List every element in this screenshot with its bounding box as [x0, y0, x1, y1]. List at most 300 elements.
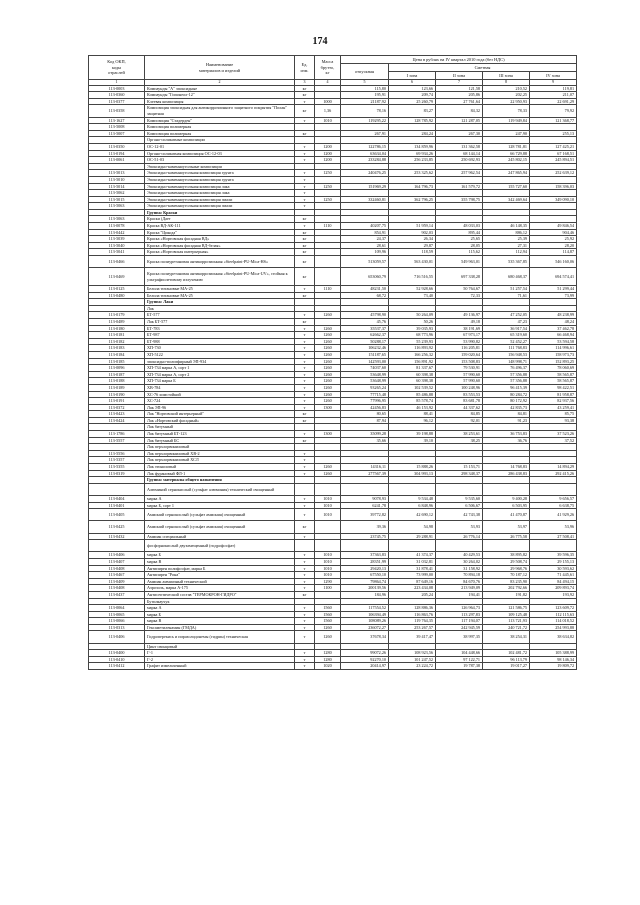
zone-2-price-cell: 38 191,69 [436, 325, 483, 332]
wholesale-price-cell: 39772,82 [341, 509, 389, 521]
okp-code-cell: 113-0407 [89, 558, 145, 565]
zone-1-price-cell: 25 260,79 [389, 98, 436, 105]
zone-1-price-cell: 96,12 [389, 417, 436, 424]
zone-1-price-cell: 108 923,56 [389, 650, 436, 657]
okp-code-cell: 113-0125 [89, 286, 145, 293]
material-name-cell: Лак [145, 305, 295, 312]
material-name-cell: Лак "Нортовский интерьерный" [145, 411, 295, 418]
zone-3-price-cell: 202,25 [483, 92, 530, 99]
unit-cell: т [295, 656, 315, 663]
material-name-cell: Краска «Нортовская фасадная ВД-белая» [145, 242, 295, 249]
zone-1-price-cell: 69 934,26 [389, 150, 436, 157]
zone-1-price-cell [389, 209, 436, 216]
zone-4-price-cell: 93,38 [530, 417, 577, 424]
zone-1-price-cell: 42 690,12 [389, 509, 436, 521]
material-name-cell: БТ-783 [145, 325, 295, 332]
zone-3-price-cell: 52 452,27 [483, 338, 530, 345]
zone-3-price-cell: 121 586,75 [483, 605, 530, 612]
zone-4-price-cell: 158 396,03 [530, 183, 577, 190]
zone-3-price-cell: 25,39 [483, 236, 530, 243]
wholesale-price-cell: 195,91 [341, 92, 389, 99]
zone-4-price-cell: 78 060,69 [530, 365, 577, 372]
okp-code-cell [89, 540, 145, 552]
material-name-cell: Краска полиуретановая антикоррозионная «Steelpaint-PU-Mica-UV», стойкая к ультрафиолетовому излучению [145, 268, 295, 286]
zone-1-price-cell: 73,40 [389, 292, 436, 299]
zone-4-price-cell: 27 508,41 [530, 533, 577, 540]
zone-4-price-cell [530, 124, 577, 131]
zone-2-price-cell: 97 122,71 [436, 656, 483, 663]
zone-2-price-cell: 27 761,64 [436, 98, 483, 105]
material-name-cell: марка Б, сорт 1 [145, 502, 295, 509]
zone-1-price-cell: 39,10 [389, 437, 436, 444]
table-row [89, 137, 577, 144]
table-row [89, 163, 577, 170]
material-name-cell: Лак битумный БТ-123 [145, 431, 295, 438]
okp-code-cell: 113-0096 [89, 365, 145, 372]
unit-cell [295, 540, 315, 552]
wholesale-price-cell: 23745,75 [341, 533, 389, 540]
zone-4-price-cell: 43 259,41 [530, 404, 577, 411]
okp-code-cell: 113-0003 [89, 85, 145, 92]
zone-2-price-cell: 49,18 [436, 318, 483, 325]
wholesale-price-cell [341, 540, 389, 552]
zone-4-price-cell [530, 216, 577, 223]
okp-code-cell [89, 477, 145, 484]
material-name-cell: Алюминий сернокислый (сульфат алюминия) технический очищенный [145, 483, 295, 495]
zone-2-price-cell: 159 020,64 [436, 351, 483, 358]
zone-3-price-cell: 80 172,92 [483, 398, 530, 405]
zone-1-price-cell [389, 477, 436, 484]
zone-1-price-cell: 253 267,57 [389, 624, 436, 631]
unit-cell: т [295, 585, 315, 592]
wholesale-price-cell [341, 124, 389, 131]
wholesale-price-cell [341, 299, 389, 306]
table-row [89, 176, 577, 183]
okp-code-cell: 113-0181 [89, 332, 145, 339]
okp-code-cell: 113-0191 [89, 398, 145, 405]
unit-cell: т [295, 384, 315, 391]
zone-1-price-cell [389, 176, 436, 183]
zone-2-price-cell: 49 136,97 [436, 312, 483, 319]
mass-cell [315, 256, 341, 268]
zone-2-price-cell: 6 506,67 [436, 502, 483, 509]
zone-4-price-cell [530, 457, 577, 464]
table-row [89, 650, 577, 657]
zone-3-price-cell [483, 190, 530, 197]
unit-cell: т [295, 496, 315, 503]
zone-4-price-cell: 58 565,87 [530, 371, 577, 378]
zone-4-price-cell [530, 190, 577, 197]
page-number: 174 [312, 36, 328, 47]
header-zone-4: IV зона [530, 72, 577, 80]
mass-cell: 1260 [315, 378, 341, 385]
wholesale-price-cell [341, 163, 389, 170]
material-name-cell: Группа: материалы общего назначения [145, 477, 295, 484]
wholesale-price-cell: 35099,28 [341, 431, 389, 438]
zone-3-price-cell: 78,33 [483, 105, 530, 117]
unit-cell: кг [295, 130, 315, 137]
zone-1-price-cell: 39 417,47 [389, 631, 436, 643]
zone-3-price-cell [483, 163, 530, 170]
okp-code-cell: 113-0358 [89, 105, 145, 117]
zone-2-price-cell: 194,41 [436, 591, 483, 598]
zone-3-price-cell: 47 252,05 [483, 312, 530, 319]
okp-code-cell [89, 163, 145, 170]
unit-cell: т [295, 312, 315, 319]
unit-cell: т [295, 470, 315, 477]
header-zone-1: I зона [389, 72, 436, 80]
okp-code-cell: 113-0469 [89, 268, 145, 286]
zone-1-price-cell: 87 649,16 [389, 578, 436, 585]
wholesale-price-cell [341, 190, 389, 197]
material-name-cell: марка А [145, 605, 295, 612]
material-name-cell: Аммиак аммиачный технический [145, 578, 295, 585]
zone-3-price-cell [483, 203, 530, 210]
zone-2-price-cell [436, 483, 483, 495]
wholesale-price-cell [341, 137, 389, 144]
table-row [89, 190, 577, 197]
header-name: Наименование материалов и изделий [145, 56, 295, 80]
unit-cell: т [295, 404, 315, 411]
zone-3-price-cell: 148 998,71 [483, 358, 530, 365]
okp-code-cell: 113-0400 [89, 650, 145, 657]
zone-3-price-cell: 109 125,48 [483, 611, 530, 618]
wholesale-price-cell: 53648,99 [341, 378, 389, 385]
zone-1-price-cell [389, 540, 436, 552]
unit-cell [295, 643, 315, 650]
zone-2-price-cell: 100 248,96 [436, 384, 483, 391]
wholesale-price-cell: 87,94 [341, 417, 389, 424]
table-row [89, 558, 577, 565]
wholesale-price-cell: 151187,65 [341, 351, 389, 358]
zone-3-price-cell [483, 176, 530, 183]
wholesale-price-cell: 92270,10 [341, 656, 389, 663]
zone-4-price-cell: 252 639,12 [530, 170, 577, 177]
material-name-cell: марка Б [145, 552, 295, 559]
header-unit: Ед. изм. [295, 56, 315, 80]
mass-cell: 1290 [315, 578, 341, 585]
zone-4-price-cell [530, 176, 577, 183]
material-name-cell: Лак битумный [145, 424, 295, 431]
wholesale-price-cell [341, 477, 389, 484]
unit-cell: кг [295, 242, 315, 249]
wholesale-price-cell: 45798,90 [341, 312, 389, 319]
wholesale-price-cell: 267,91 [341, 130, 389, 137]
table-row [89, 203, 577, 210]
wholesale-price-cell: 37678,34 [341, 631, 389, 643]
unit-cell: т [295, 157, 315, 164]
zone-3-price-cell: 51 257,54 [483, 286, 530, 293]
table-row [89, 521, 577, 533]
mass-cell: 1560 [315, 618, 341, 625]
zone-2-price-cell: 70 894,18 [436, 572, 483, 579]
zone-3-price-cell [483, 457, 530, 464]
zone-2-price-cell: 57 990,60 [436, 371, 483, 378]
table-row [89, 170, 577, 177]
zone-2-price-cell [436, 450, 483, 457]
material-name-cell: ХП-734 марка Б [145, 378, 295, 385]
unit-cell [295, 598, 315, 605]
wholesale-price-cell: 93265,24 [341, 384, 389, 391]
unit-cell: кг [295, 591, 315, 598]
table-row [89, 85, 577, 92]
zone-4-price-cell: 98 422,51 [530, 384, 577, 391]
wholesale-price-cell: 78,16 [341, 105, 389, 117]
zone-3-price-cell: 71,61 [483, 292, 530, 299]
material-name-cell: Эпоксидно-каменноугольная композиция эмали [145, 196, 295, 203]
zone-3-price-cell: 112,94 [483, 249, 530, 256]
material-name-cell: Лак перхлорвиниловый [145, 444, 295, 451]
zone-3-price-cell: 191,82 [483, 591, 530, 598]
wholesale-price-cell: 108089,26 [341, 618, 389, 625]
unit-cell: т [295, 358, 315, 365]
table-row [89, 391, 577, 398]
table-row [89, 196, 577, 203]
material-name-cell: Эпоксидно-каменноугольная композиция лака [145, 190, 295, 197]
zone-2-price-cell: 84,85 [436, 411, 483, 418]
wholesale-price-cell [341, 424, 389, 431]
zone-3-price-cell: 96 113,79 [483, 656, 530, 663]
zone-2-price-cell: 40 429,53 [436, 552, 483, 559]
okp-code-cell: 113-5062 [89, 190, 145, 197]
material-name-cell: Клеевая композиция [145, 98, 295, 105]
zone-4-price-cell: 37 523,26 [530, 431, 577, 438]
okp-code-cell: 113-0065 [89, 611, 145, 618]
zone-3-price-cell [483, 598, 530, 605]
column-number: 4 [315, 80, 341, 86]
mass-cell [315, 417, 341, 424]
zone-1-price-cell: 563 430,01 [389, 256, 436, 268]
mass-cell: 1020 [315, 663, 341, 670]
material-name-cell: Белила титановые МА-25 [145, 292, 295, 299]
table-body [89, 85, 577, 669]
unit-cell: т [295, 176, 315, 183]
mass-cell [315, 176, 341, 183]
material-name-cell: Эпоксидно-каменноугольная композиция грунта [145, 176, 295, 183]
zone-3-price-cell: 96 415,39 [483, 384, 530, 391]
unit-cell [295, 444, 315, 451]
zone-2-price-cell: 19 787,38 [436, 663, 483, 670]
zone-4-price-cell: 67 168,51 [530, 150, 577, 157]
mass-cell [315, 299, 341, 306]
zone-3-price-cell: 36,76 [483, 437, 530, 444]
zone-1-price-cell: 253 325,62 [389, 170, 436, 177]
zone-2-price-cell: 213 949,09 [436, 585, 483, 592]
material-name-cell: Краска полиуретановая антикоррозионная «Steelpaint-PU-Mica-HS» [145, 256, 295, 268]
zone-3-price-cell: 65 319,60 [483, 332, 530, 339]
zone-1-price-cell: 123,66 [389, 85, 436, 92]
mass-cell: 1260 [315, 365, 341, 372]
okp-code-cell: 113-5010 [89, 176, 145, 183]
material-name-cell: ОС-12-01 [145, 143, 295, 150]
zone-2-price-cell: 104 448,66 [436, 650, 483, 657]
okp-code-cell: 113-0350 [89, 143, 145, 150]
zone-2-price-cell: 121 287,05 [436, 117, 483, 124]
zone-1-price-cell: 52 928,66 [389, 286, 436, 293]
mass-cell: 1250 [315, 170, 341, 177]
zone-4-price-cell: 211,07 [530, 92, 577, 99]
okp-code-cell: 113-0408 [89, 585, 145, 592]
mass-cell: 1260 [315, 338, 341, 345]
zone-4-price-cell: 66 468,94 [530, 332, 577, 339]
material-name-cell: Г-2 [145, 656, 295, 663]
okp-code-cell: 113-0183 [89, 345, 145, 352]
material-name-cell: ХП-734 марка А, сорт 1 [145, 365, 295, 372]
mass-cell: 1260 [315, 384, 341, 391]
mass-cell: 1280 [315, 650, 341, 657]
zone-2-price-cell [436, 305, 483, 312]
zone-1-price-cell: 88,41 [389, 411, 436, 418]
unit-cell: т [295, 663, 315, 670]
mass-cell [315, 92, 341, 99]
zone-3-price-cell: 29 968,76 [483, 565, 530, 572]
zone-4-price-cell [530, 483, 577, 495]
unit-cell: т [295, 170, 315, 177]
zone-1-price-cell: 39 198,88 [389, 431, 436, 438]
zone-1-price-cell: 223 434,08 [389, 585, 436, 592]
material-name-cell: Графит измельченный [145, 663, 295, 670]
mass-cell: 1200 [315, 143, 341, 150]
zone-2-price-cell: 28,05 [436, 242, 483, 249]
wholesale-price-cell: 109,96 [341, 249, 389, 256]
wholesale-price-cell: 122786,15 [341, 143, 389, 150]
material-name-cell: Лак этиноловый [145, 464, 295, 471]
okp-code-cell: 113-0480 [89, 292, 145, 299]
okp-code-cell: 113-0372 [89, 404, 145, 411]
zone-2-price-cell: 697 338,28 [436, 268, 483, 286]
okp-code-cell: 113-0406 [89, 552, 145, 559]
material-name-cell: ХС-76 химстойкий [145, 391, 295, 398]
okp-code-cell [89, 305, 145, 312]
material-name-cell: Гидроперекись и пиразолидонемы (гидрин) техническая [145, 631, 295, 643]
zone-3-price-cell: 535 367,85 [483, 256, 530, 268]
zone-4-price-cell: 105 388,99 [530, 650, 577, 657]
unit-cell: кг [295, 85, 315, 92]
zone-2-price-cell: 355 798,75 [436, 196, 483, 203]
okp-code-cell: 113-0190 [89, 391, 145, 398]
zone-4-price-cell [530, 540, 577, 552]
zone-4-price-cell: 112 115,63 [530, 611, 577, 618]
zone-2-price-cell: 67 973,17 [436, 332, 483, 339]
okp-code-cell [89, 483, 145, 495]
okp-code-cell [89, 643, 145, 650]
zone-1-price-cell: 716 516,55 [389, 268, 436, 286]
mass-cell [315, 236, 341, 243]
material-name-cell: Лак перхлорвиниловый ХСЛ [145, 457, 295, 464]
material-name-cell: Компаунды "А" эпоксидные [145, 85, 295, 92]
zone-2-price-cell: 117 194,07 [436, 618, 483, 625]
zone-2-price-cell: 116 205,81 [436, 345, 483, 352]
mass-cell [315, 124, 341, 131]
okp-code-cell: 113-0194 [89, 150, 145, 157]
mass-cell: 1010 [315, 565, 341, 572]
okp-code-cell: 113-5015 [89, 196, 145, 203]
unit-cell: т [295, 332, 315, 339]
zone-1-price-cell: 55 239,93 [389, 338, 436, 345]
unit-cell: кг [295, 318, 315, 325]
unit-cell: т [295, 509, 315, 521]
mass-cell: 1250 [315, 183, 341, 190]
okp-code-cell: 113-0412 [89, 663, 145, 670]
zone-4-price-cell: 6 638,75 [530, 502, 577, 509]
unit-cell: кг [295, 236, 315, 243]
mass-cell: 1010 [315, 552, 341, 559]
zone-4-price-cell: 292 415,26 [530, 470, 577, 477]
material-name-cell: марка А [145, 496, 295, 503]
column-number: 7 [436, 80, 483, 86]
unit-cell: кг [295, 521, 315, 533]
table-row [89, 229, 577, 236]
table-row [89, 150, 577, 157]
wholesale-price-cell: 80,65 [341, 411, 389, 418]
mass-cell [315, 292, 341, 299]
unit-cell: т [295, 565, 315, 572]
zone-1-price-cell [389, 598, 436, 605]
zone-3-price-cell: 83 235,90 [483, 578, 530, 585]
unit-cell: т [295, 203, 315, 210]
zone-2-price-cell [436, 163, 483, 170]
zone-2-price-cell: 15 153,71 [436, 464, 483, 471]
zone-3-price-cell [483, 483, 530, 495]
zone-3-price-cell: 245 802,15 [483, 157, 530, 164]
okp-code-cell: 113-5063 [89, 216, 145, 223]
mass-cell [315, 477, 341, 484]
zone-4-price-cell: 81 958,87 [530, 391, 577, 398]
unit-cell: т [295, 558, 315, 565]
zone-4-price-cell: 209 893,74 [530, 585, 577, 592]
mass-cell: 1260 [315, 398, 341, 405]
table-row [89, 268, 577, 286]
unit-cell: кг [295, 92, 315, 99]
wholesale-price-cell: 151969,29 [341, 183, 389, 190]
material-name-cell: Краска «Нортовская интерьерная» [145, 249, 295, 256]
table-row [89, 444, 577, 451]
zone-1-price-cell: 156 891,92 [389, 358, 436, 365]
table-row [89, 411, 577, 418]
zone-2-price-cell: 549 963,01 [436, 256, 483, 268]
mass-cell: 1110 [315, 223, 341, 230]
zone-1-price-cell [389, 305, 436, 312]
zone-4-price-cell: 158 973,73 [530, 351, 577, 358]
mass-cell: 1280 [315, 656, 341, 663]
zone-2-price-cell: 83 681,78 [436, 398, 483, 405]
wholesale-price-cell: 233284,88 [341, 157, 389, 164]
table-row [89, 417, 577, 424]
table-row [89, 611, 577, 618]
wholesale-price-cell: 106394,49 [341, 611, 389, 618]
zone-4-price-cell [530, 163, 577, 170]
okp-code-cell: 113-0188 [89, 378, 145, 385]
material-name-cell: Краска ВД-АК-111 [145, 223, 295, 230]
okp-code-cell: 113-5557 [89, 437, 145, 444]
material-name-cell: Композиция эпоксидная для антикоррозионного защитного покрытия "Полан" защитная [145, 105, 295, 117]
zone-1-price-cell [389, 483, 436, 495]
zone-1-price-cell [389, 457, 436, 464]
zone-1-price-cell: 29 288,91 [389, 533, 436, 540]
material-name-cell: Композиция полимерная [145, 130, 295, 137]
table-row [89, 509, 577, 521]
zone-1-price-cell: 68 773,96 [389, 332, 436, 339]
material-name-cell: Группа: Краски [145, 209, 295, 216]
zone-1-price-cell: 26,34 [389, 236, 436, 243]
table-row [89, 223, 577, 230]
mass-cell [315, 444, 341, 451]
wholesale-price-cell: 77996,95 [341, 398, 389, 405]
zone-3-price-cell: 42 835,73 [483, 404, 530, 411]
mass-cell [315, 457, 341, 464]
unit-cell [295, 209, 315, 216]
zone-1-price-cell: 304 993,13 [389, 470, 436, 477]
